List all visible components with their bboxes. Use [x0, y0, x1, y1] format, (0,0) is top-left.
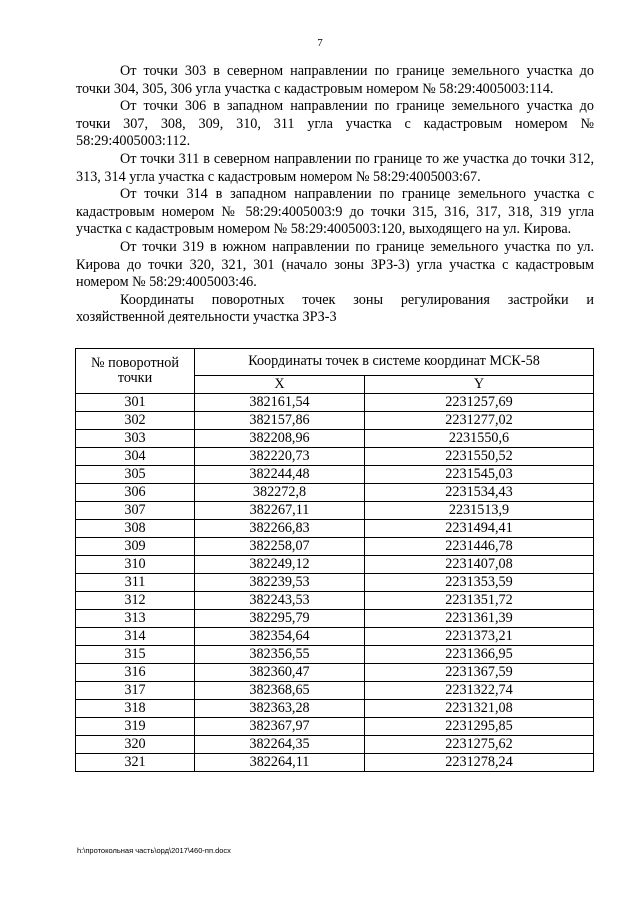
x-coordinate-cell: 382363,28 — [195, 700, 365, 718]
point-number-cell: 321 — [76, 754, 195, 772]
y-coordinate-cell: 2231351,72 — [365, 592, 594, 610]
x-coordinate-cell: 382264,11 — [195, 754, 365, 772]
y-coordinate-cell: 2231513,9 — [365, 502, 594, 520]
table-row — [76, 646, 594, 664]
x-coordinate-cell: 382258,07 — [195, 538, 365, 556]
table-row — [76, 484, 594, 502]
y-coordinate-cell: 2231534,43 — [365, 484, 594, 502]
y-coordinate-cell: 2231367,59 — [365, 664, 594, 682]
point-number-cell: 315 — [76, 646, 195, 664]
table-row — [76, 592, 594, 610]
table-row — [76, 430, 594, 448]
footer-file-path: h:\протокольная часть\орд\2017\460-пп.docx — [77, 846, 231, 855]
point-number-cell: 320 — [76, 736, 195, 754]
table-row — [76, 520, 594, 538]
y-coordinate-cell: 2231407,08 — [365, 556, 594, 574]
paragraph: От точки 311 в северном направлении по границе то же участка до точки 312, 313, 314 угла участка с кадастровым номером № 58:29:4005003:67. — [76, 150, 594, 185]
table-row — [76, 700, 594, 718]
x-coordinate-cell: 382368,65 — [195, 682, 365, 700]
y-coordinate-cell: 2231353,59 — [365, 574, 594, 592]
x-coordinate-cell: 382295,79 — [195, 610, 365, 628]
point-number-cell: 308 — [76, 520, 195, 538]
point-number-cell: 319 — [76, 718, 195, 736]
table-row — [76, 538, 594, 556]
point-number-cell: 316 — [76, 664, 195, 682]
table-row — [76, 394, 594, 412]
x-coordinate-cell: 382264,35 — [195, 736, 365, 754]
y-coordinate-cell: 2231373,21 — [365, 628, 594, 646]
header-x: X — [195, 376, 365, 394]
header-coordinates: Координаты точек в системе координат МСК-58 — [195, 349, 594, 376]
point-number-cell: 314 — [76, 628, 195, 646]
paragraph: От точки 306 в западном направлении по границе земельного участка до точки 307, 308, 309, 310, 311 угла участка с кадастровым номером № 58:29:4005003:112. — [76, 98, 594, 150]
header-point-number: № поворотной точки — [76, 349, 195, 394]
x-coordinate-cell: 382367,97 — [195, 718, 365, 736]
body-text — [76, 63, 594, 327]
table-row — [76, 610, 594, 628]
point-number-cell: 318 — [76, 700, 195, 718]
table-row — [76, 466, 594, 484]
point-number-cell: 302 — [76, 412, 195, 430]
point-number-cell: 317 — [76, 682, 195, 700]
x-coordinate-cell: 382244,48 — [195, 466, 365, 484]
y-coordinate-cell: 2231295,85 — [365, 718, 594, 736]
header-y: Y — [365, 376, 594, 394]
point-number-cell: 307 — [76, 502, 195, 520]
table-row — [76, 736, 594, 754]
x-coordinate-cell: 382220,73 — [195, 448, 365, 466]
table-row — [76, 628, 594, 646]
x-coordinate-cell: 382272,8 — [195, 484, 365, 502]
table-row — [76, 412, 594, 430]
x-coordinate-cell: 382161,54 — [195, 394, 365, 412]
point-number-cell: 311 — [76, 574, 195, 592]
table-row — [76, 448, 594, 466]
point-number-cell: 309 — [76, 538, 195, 556]
y-coordinate-cell: 2231321,08 — [365, 700, 594, 718]
point-number-cell: 306 — [76, 484, 195, 502]
point-number-cell: 312 — [76, 592, 195, 610]
point-number-cell: 304 — [76, 448, 195, 466]
y-coordinate-cell: 2231550,52 — [365, 448, 594, 466]
y-coordinate-cell: 2231366,95 — [365, 646, 594, 664]
point-number-cell: 303 — [76, 430, 195, 448]
x-coordinate-cell: 382266,83 — [195, 520, 365, 538]
x-coordinate-cell: 382354,64 — [195, 628, 365, 646]
x-coordinate-cell: 382249,12 — [195, 556, 365, 574]
point-number-cell: 305 — [76, 466, 195, 484]
table-body — [76, 394, 594, 772]
y-coordinate-cell: 2231275,62 — [365, 736, 594, 754]
point-number-cell: 301 — [76, 394, 195, 412]
x-coordinate-cell: 382356,55 — [195, 646, 365, 664]
y-coordinate-cell: 2231550,6 — [365, 430, 594, 448]
table-caption: Координаты поворотных точек зоны регулирования застройки и хозяйственной деятельности участка ЗРЗ-3 — [76, 291, 594, 326]
paragraph: От точки 314 в западном направлении по границе земельного участка с кадастровым номером № 58:29:4005003:9 до точки 315, 316, 317, 318, 319 угла участка с кадастровым номером № 58:29:4005003:120, выходящего на ул. Кирова. — [76, 186, 594, 238]
table-row — [76, 754, 594, 772]
x-coordinate-cell: 382208,96 — [195, 430, 365, 448]
x-coordinate-cell: 382239,53 — [195, 574, 365, 592]
point-number-cell: 310 — [76, 556, 195, 574]
y-coordinate-cell: 2231361,39 — [365, 610, 594, 628]
table-row — [76, 502, 594, 520]
table-row — [76, 574, 594, 592]
x-coordinate-cell: 382360,47 — [195, 664, 365, 682]
coordinates-table — [75, 348, 594, 772]
table-row — [76, 556, 594, 574]
y-coordinate-cell: 2231322,74 — [365, 682, 594, 700]
table-row — [76, 682, 594, 700]
point-number-cell: 313 — [76, 610, 195, 628]
table-row — [76, 664, 594, 682]
y-coordinate-cell: 2231545,03 — [365, 466, 594, 484]
paragraph: От точки 319 в южном направлении по границе земельного участка по ул. Кирова до точки 320, 321, 301 (начало зоны ЗРЗ-3) угла участка с кадастровым номером № 58:29:4005003:46. — [76, 238, 594, 291]
y-coordinate-cell: 2231494,41 — [365, 520, 594, 538]
y-coordinate-cell: 2231446,78 — [365, 538, 594, 556]
table-row — [76, 718, 594, 736]
x-coordinate-cell: 382267,11 — [195, 502, 365, 520]
y-coordinate-cell: 2231277,02 — [365, 412, 594, 430]
y-coordinate-cell: 2231257,69 — [365, 394, 594, 412]
paragraph: От точки 303 в северном направлении по границе земельного участка до точки 304, 305, 306 угла участка с кадастровым номером № 58:29:4005003:114. — [76, 63, 594, 97]
page-number: 7 — [317, 37, 323, 49]
y-coordinate-cell: 2231278,24 — [365, 754, 594, 772]
x-coordinate-cell: 382243,53 — [195, 592, 365, 610]
x-coordinate-cell: 382157,86 — [195, 412, 365, 430]
